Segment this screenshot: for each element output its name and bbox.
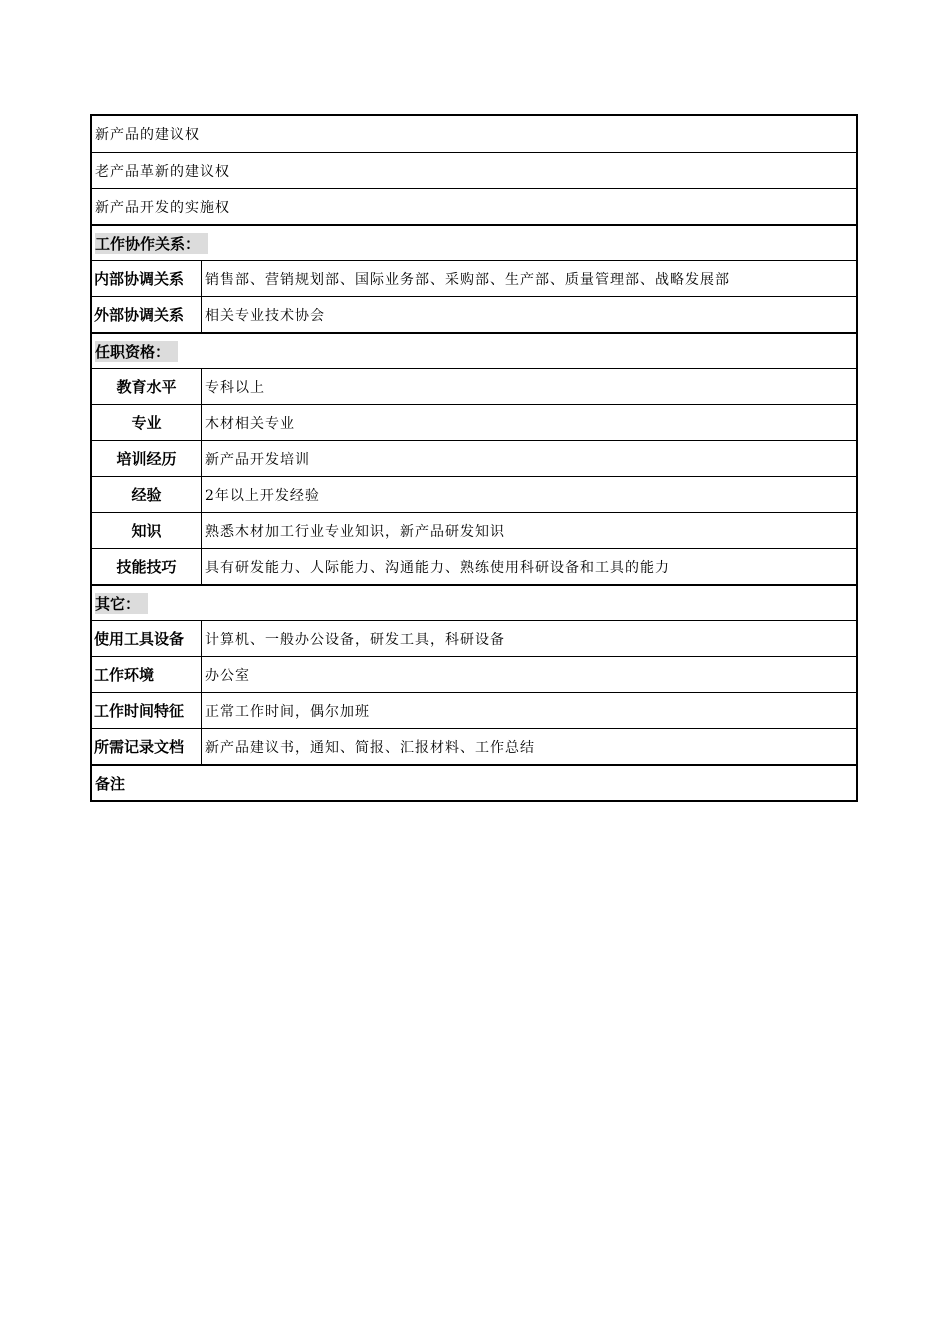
qualification-label: 技能技巧	[92, 549, 202, 584]
other-value: 正常工作时间，偶尔加班	[205, 703, 370, 720]
authority-row	[92, 152, 856, 188]
other-heading: 其它：	[95, 593, 148, 614]
other-section-heading	[92, 584, 856, 620]
qualifications-section-heading	[92, 332, 856, 368]
qualification-value: 具有研发能力、人际能力、沟通能力、熟练使用科研设备和工具的能力	[205, 559, 670, 576]
cooperation-value: 销售部、营销规划部、国际业务部、采购部、生产部、质量管理部、战略发展部	[205, 271, 730, 288]
qualification-label: 专业	[92, 405, 202, 440]
qualification-label: 经验	[92, 477, 202, 512]
qualifications-heading: 任职资格：	[95, 341, 178, 362]
qualification-value: 专科以上	[205, 379, 265, 396]
authority-text: 老产品革新的建议权	[95, 163, 230, 180]
other-label: 工作时间特征	[92, 693, 202, 728]
cooperation-row	[92, 296, 856, 332]
qualification-row	[92, 440, 856, 476]
other-value: 新产品建议书，通知、简报、汇报材料、工作总结	[205, 739, 535, 756]
remarks-heading: 备注	[95, 774, 126, 793]
authority-text: 新产品开发的实施权	[95, 199, 230, 216]
qualification-row	[92, 404, 856, 440]
qualification-row	[92, 512, 856, 548]
authority-row	[92, 116, 856, 152]
other-label: 使用工具设备	[92, 621, 202, 656]
other-row	[92, 692, 856, 728]
qualification-value: 熟悉木材加工行业专业知识，新产品研发知识	[205, 523, 505, 540]
other-row	[92, 656, 856, 692]
qualification-value: 2年以上开发经验	[205, 487, 320, 504]
job-description-table	[90, 114, 858, 802]
qualification-value: 新产品开发培训	[205, 451, 310, 468]
other-value: 办公室	[205, 667, 250, 684]
qualification-row	[92, 476, 856, 512]
qualification-label: 培训经历	[92, 441, 202, 476]
other-label: 所需记录文档	[92, 729, 202, 764]
cooperation-label: 外部协调关系	[92, 297, 202, 332]
authority-row	[92, 188, 856, 224]
other-label: 工作环境	[92, 657, 202, 692]
authority-text: 新产品的建议权	[95, 127, 200, 143]
other-row	[92, 620, 856, 656]
qualification-value: 木材相关专业	[205, 415, 295, 432]
other-row	[92, 728, 856, 764]
qualification-label: 知识	[92, 513, 202, 548]
cooperation-row	[92, 260, 856, 296]
cooperation-value: 相关专业技术协会	[205, 307, 325, 324]
cooperation-heading: 工作协作关系：	[95, 233, 208, 254]
other-value: 计算机、一般办公设备，研发工具，科研设备	[205, 631, 505, 648]
remarks-section	[92, 764, 856, 800]
qualification-row	[92, 548, 856, 584]
qualification-label: 教育水平	[92, 369, 202, 404]
qualification-row	[92, 368, 856, 404]
cooperation-label: 内部协调关系	[92, 261, 202, 296]
cooperation-section-heading	[92, 224, 856, 260]
